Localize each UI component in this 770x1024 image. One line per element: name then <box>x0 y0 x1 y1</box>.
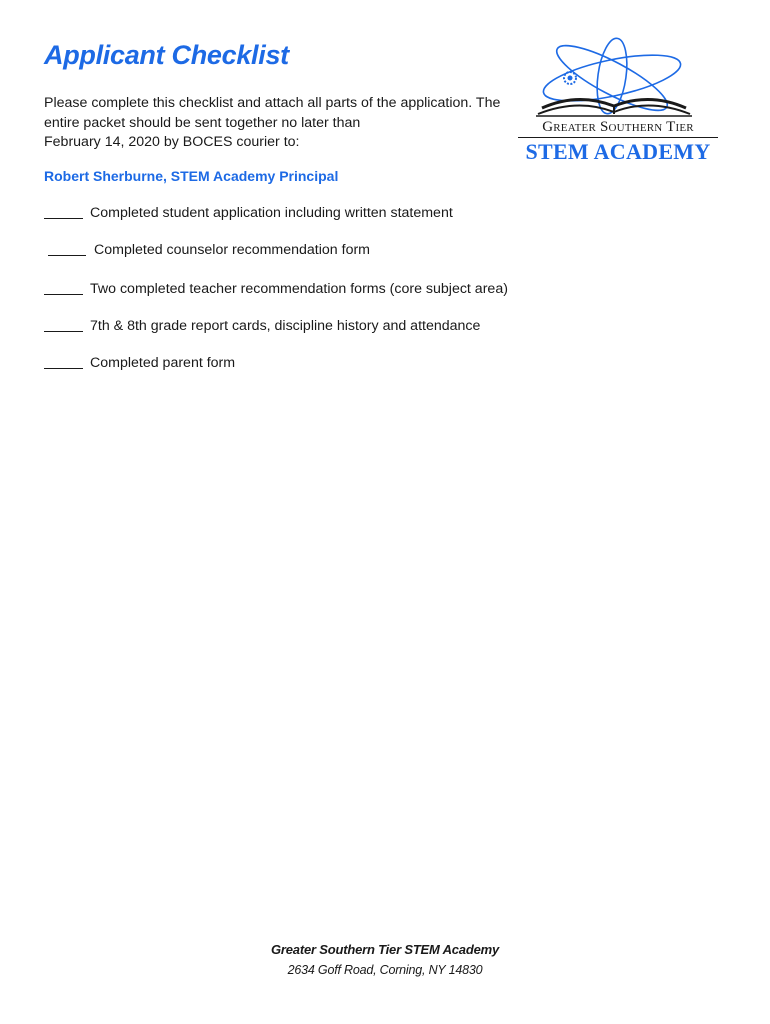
checkmark-blank[interactable] <box>44 218 83 219</box>
logo-text-line1: Greater Southern Tier <box>542 119 694 135</box>
intro-paragraph <box>44 94 514 153</box>
checklist-item-label: Completed student application including written statement <box>90 205 453 221</box>
footer <box>0 940 770 980</box>
checklist-item-label: 7th & 8th grade report cards, discipline history and attendance <box>90 318 481 334</box>
academy-logo <box>508 36 728 168</box>
checkmark-blank[interactable] <box>44 294 83 295</box>
checklist-item-label: Two completed teacher recommendation forms (core subject area) <box>90 281 508 297</box>
logo-divider <box>518 137 718 138</box>
checklist-item-label: Completed counselor recommendation form <box>94 242 370 258</box>
atom-book-icon <box>508 36 728 120</box>
checkmark-blank[interactable] <box>44 368 83 369</box>
checklist-item-label: Completed parent form <box>90 355 236 371</box>
intro-line: entire packet should be sent together no later than <box>44 114 361 131</box>
intro-line: Please complete this checklist and attach all parts of the application. The <box>44 95 501 111</box>
page-title: Applicant Checklist <box>44 40 289 70</box>
footer-address: 2634 Goff Road, Corning, NY 14830 <box>287 963 483 977</box>
footer-org-name: Greater Southern Tier STEM Academy <box>271 942 499 957</box>
intro-line: February 14, 2020 by BOCES courier to: <box>44 134 300 150</box>
logo-text-line2: STEM ACADEMY <box>525 139 711 164</box>
checkmark-blank[interactable] <box>44 331 83 332</box>
checkmark-blank[interactable] <box>48 255 86 256</box>
recipient-name: Robert Sherburne, STEM Academy Principal <box>44 168 339 184</box>
